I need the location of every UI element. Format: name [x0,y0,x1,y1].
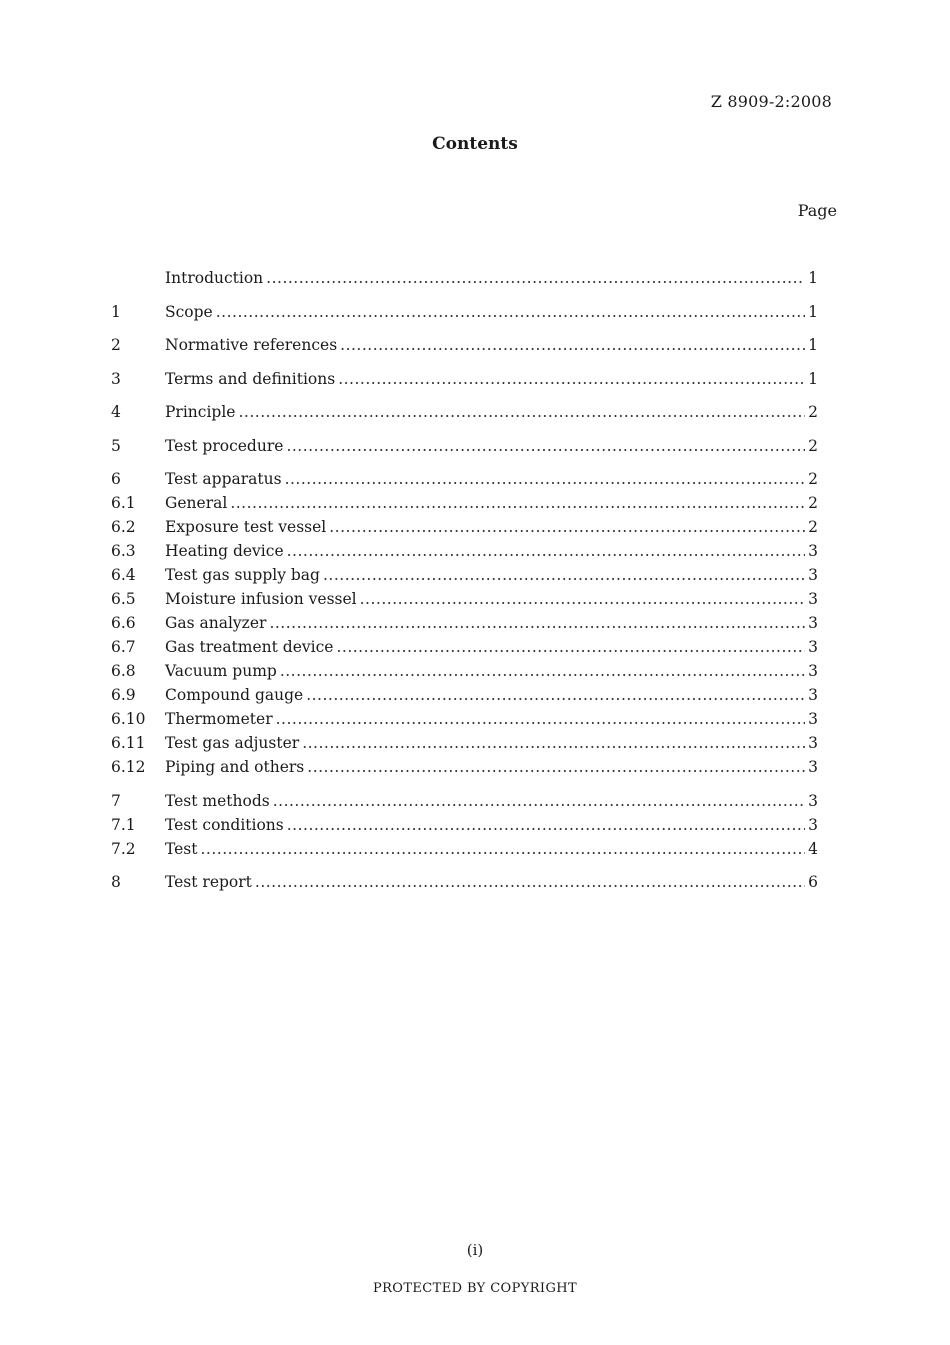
toc-entry-number: 7.2 [111,839,136,858]
toc-entry[interactable] [111,300,818,324]
toc-entry-page: 3 [808,614,818,632]
document-id: Z 8909-2:2008 [710,92,832,111]
toc-entry[interactable] [111,333,818,357]
page-title: Contents [432,134,518,154]
toc-entry[interactable] [111,707,818,731]
toc-entry-number: 4 [111,403,121,421]
toc-entry-page: 3 [808,662,818,680]
toc-entry[interactable] [111,789,818,813]
toc-entry-number: 6.10 [111,710,146,728]
toc-entry-title: Vacuum pump [165,662,277,680]
toc-entry-title: Exposure test vessel [165,518,327,536]
toc-dot-leader [238,400,805,424]
toc-entry-title: Compound gauge [165,686,304,704]
toc-entry-page: 2 [808,403,818,421]
toc-dot-leader [306,683,805,707]
toc-entry[interactable] [111,659,818,683]
toc-entry-title: Test procedure [165,436,284,455]
toc-entry-page: 1 [808,336,818,354]
toc-entry-page: 3 [808,566,818,584]
toc-entry-number: 5 [111,436,121,455]
toc-entry-page: 3 [808,815,818,834]
toc-dot-leader [338,367,805,391]
toc-entry-page: 3 [808,758,818,776]
toc-entry-title: Test conditions [165,815,284,834]
toc-entry-title: Introduction [165,269,264,287]
toc-entry[interactable] [111,467,818,491]
toc-entry-number: 6.1 [111,494,136,512]
toc-entry-title: Gas analyzer [165,614,267,632]
toc-dot-leader [329,515,805,539]
toc-dot-leader [255,870,805,894]
toc-entry[interactable] [111,434,818,458]
toc-entry[interactable] [111,683,818,707]
copyright-notice: PROTECTED BY COPYRIGHT [372,1281,578,1296]
toc-entry-number: 7 [111,791,121,810]
toc-dot-leader [216,300,805,324]
toc-entry-title: Gas treatment device [165,638,334,656]
toc-entry-number: 6.4 [111,566,136,584]
toc-entry[interactable] [111,400,818,424]
toc-dot-leader [323,563,805,587]
toc-entry-page: 1 [808,369,818,388]
toc-entry-number: 7.1 [111,815,136,834]
toc-entry[interactable] [111,611,818,635]
toc-entry-title: Thermometer [165,710,273,728]
toc-entry-number: 6.3 [111,542,136,560]
page-column-label: Page [797,201,837,220]
toc-entry-number: 6.7 [111,638,136,656]
toc-dot-leader [286,434,805,458]
toc-entry-number: 6.9 [111,686,136,704]
toc-entry-title: Heating device [165,542,284,560]
toc-entry-number: 6.11 [111,734,146,752]
toc-entry-title: Test report [165,873,252,891]
toc-entry[interactable] [111,813,818,837]
toc-entry-number: 6.6 [111,614,136,632]
toc-entry-title: Test gas supply bag [165,566,320,584]
toc-dot-leader [287,539,806,563]
table-of-contents [111,266,818,894]
toc-entry-page: 6 [808,873,818,891]
toc-entry[interactable] [111,367,818,391]
toc-entry[interactable] [111,587,818,611]
toc-dot-leader [340,333,805,357]
toc-entry[interactable] [111,635,818,659]
toc-entry[interactable] [111,563,818,587]
toc-entry-title: Test gas adjuster [165,734,300,752]
toc-entry-page: 3 [808,710,818,728]
toc-entry-number: 6.5 [111,590,136,608]
toc-entry-title: Test apparatus [165,470,282,488]
toc-dot-leader [336,635,805,659]
toc-entry[interactable] [111,731,818,755]
toc-entry-page: 2 [808,494,818,512]
toc-entry-page: 2 [808,518,818,536]
toc-dot-leader [280,659,805,683]
toc-entry-page: 4 [808,839,818,858]
toc-entry-number: 6 [111,470,121,488]
toc-entry[interactable] [111,266,818,290]
toc-entry-number: 6.2 [111,518,136,536]
toc-entry[interactable] [111,491,818,515]
toc-entry-number: 8 [111,873,121,891]
toc-entry-title: Scope [165,302,213,321]
toc-dot-leader [307,755,805,779]
toc-entry-number: 6.8 [111,662,136,680]
toc-dot-leader [266,266,805,290]
toc-entry-page: 2 [808,436,818,455]
toc-dot-leader [287,813,805,837]
toc-entry-page: 3 [808,791,818,810]
toc-entry-title: Moisture infusion vessel [165,590,357,608]
toc-entry-number: 1 [111,302,121,321]
toc-entry-title: Test methods [165,791,270,810]
toc-entry-title: Principle [165,403,236,421]
toc-entry-page: 3 [808,542,818,560]
toc-entry-title: Piping and others [165,758,305,776]
toc-entry[interactable] [111,870,818,894]
toc-entry-number: 6.12 [111,758,146,776]
toc-dot-leader [273,789,805,813]
toc-entry-page: 3 [808,734,818,752]
toc-entry-page: 3 [808,590,818,608]
toc-dot-leader [230,491,805,515]
toc-entry-page: 3 [808,686,818,704]
toc-entry-page: 1 [808,302,818,321]
toc-dot-leader [285,467,806,491]
toc-entry-page: 3 [808,638,818,656]
toc-entry[interactable] [111,755,818,779]
toc-dot-leader [302,731,805,755]
toc-dot-leader [269,611,805,635]
toc-entry[interactable] [111,539,818,563]
toc-entry[interactable] [111,515,818,539]
toc-entry-page: 1 [808,269,818,287]
toc-entry-page: 2 [808,470,818,488]
toc-entry-number: 2 [111,336,121,354]
toc-dot-leader [276,707,806,731]
toc-entry-title: Test [165,839,198,858]
page-folio: (i) [466,1241,484,1259]
toc-dot-leader [360,587,806,611]
toc-dot-leader [201,837,806,861]
toc-entry-title: General [165,494,228,512]
toc-entry-title: Normative references [165,336,338,354]
toc-entry-number: 3 [111,369,121,388]
toc-entry-title: Terms and definitions [165,369,336,388]
toc-entry[interactable] [111,837,818,861]
